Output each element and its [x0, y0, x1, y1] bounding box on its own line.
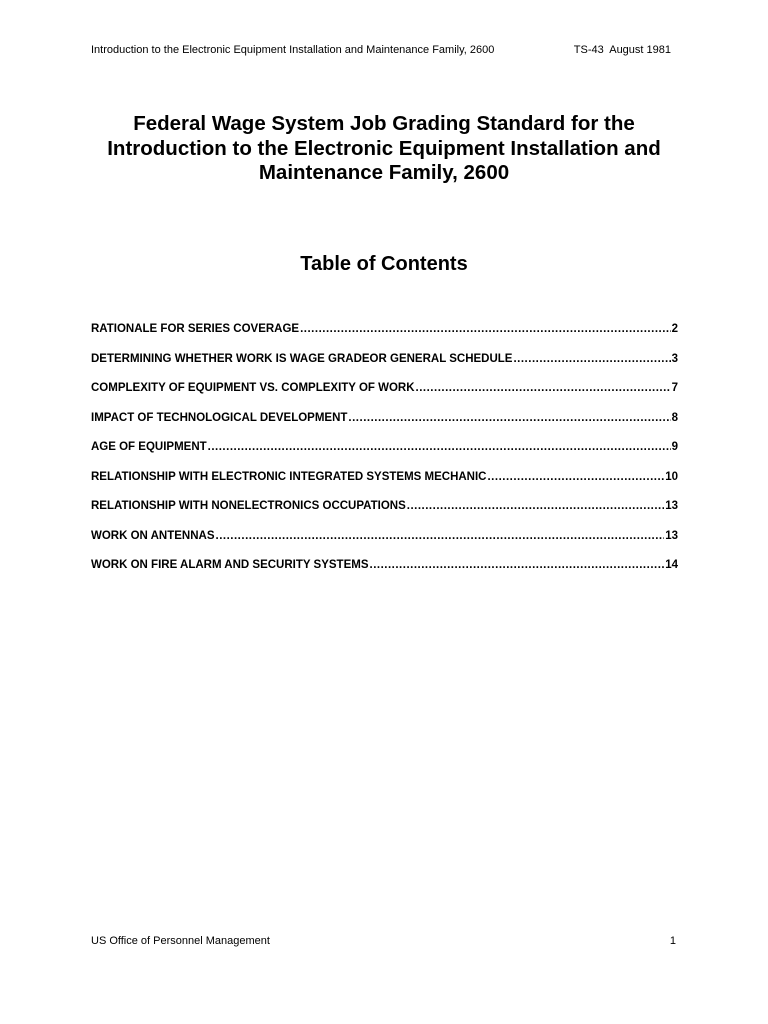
toc-entry-age-of-equipment[interactable]: [91, 441, 678, 471]
toc-entry-label: AGE OF EQUIPMENT: [91, 441, 207, 453]
toc-entry-technological-development[interactable]: [91, 412, 678, 442]
toc-entry-page: 14: [665, 559, 678, 571]
toc-entry-page: 13: [665, 529, 678, 542]
toc-dot-leader: [513, 353, 670, 365]
toc-entry-page: 9: [671, 441, 678, 453]
toc-entry-label: RELATIONSHIP WITH ELECTRONIC INTEGRATED SYSTEMS MECHANIC: [91, 470, 487, 483]
toc-entry-label: RATIONALE FOR SERIES COVERAGE: [91, 323, 300, 335]
toc-entry-page: 8: [671, 411, 678, 424]
toc-entry-antennas[interactable]: [91, 530, 678, 560]
document-title-line-3: Maintenance Family, 2600: [258, 161, 510, 184]
toc-dot-leader: [348, 412, 670, 424]
toc-entry-label: DETERMINING WHETHER WORK IS WAGE GRADEOR GENERAL SCHEDULE: [91, 352, 513, 365]
toc-entry-page: 2: [671, 323, 678, 335]
toc-entry-rationale[interactable]: [91, 323, 678, 353]
page-number: 1: [669, 935, 676, 947]
toc-dot-leader: [407, 500, 664, 512]
toc-dot-leader: [416, 382, 671, 394]
document-title-line-1: Federal Wage System Job Grading Standard for the: [133, 112, 635, 135]
document-title-line-2: Introduction to the Electronic Equipment Installation and: [107, 136, 661, 160]
running-header-date: TS-43 August 1981: [573, 44, 671, 56]
document-title: [84, 112, 684, 186]
toc-heading: Table of Contents: [300, 253, 468, 275]
toc-entry-page: 10: [665, 470, 678, 483]
toc-entry-page: 13: [665, 500, 678, 512]
toc-entry-fire-alarm-security[interactable]: [91, 559, 678, 589]
running-header-title: Introduction to the Electronic Equipment Installation and Maintenance Family, 2600: [91, 44, 495, 56]
toc-entry-page: 7: [671, 382, 678, 394]
toc-entry-label: COMPLEXITY OF EQUIPMENT VS. COMPLEXITY OF WORK: [91, 382, 415, 394]
toc-dot-leader: [487, 471, 664, 483]
toc-entry-label: IMPACT OF TECHNOLOGICAL DEVELOPMENT: [91, 411, 348, 424]
toc-entry-nonelectronics-occupations[interactable]: [91, 500, 678, 530]
toc-entry-label: WORK ON FIRE ALARM AND SECURITY SYSTEMS: [91, 559, 369, 571]
table-of-contents: [91, 323, 678, 589]
toc-dot-leader: [370, 559, 665, 571]
toc-dot-leader: [216, 530, 665, 542]
toc-entry-integrated-systems-mechanic[interactable]: [91, 471, 678, 501]
toc-entry-label: WORK ON ANTENNAS: [91, 529, 215, 542]
footer-agency: US Office of Personnel Management: [91, 935, 270, 947]
toc-entry-label: RELATIONSHIP WITH NONELECTRONICS OCCUPATIONS: [91, 500, 406, 512]
toc-entry-wage-grade-or-gs[interactable]: [91, 353, 678, 383]
toc-entry-complexity[interactable]: [91, 382, 678, 412]
toc-dot-leader: [300, 323, 671, 335]
toc-entry-page: 3: [671, 352, 678, 365]
toc-dot-leader: [208, 441, 671, 453]
